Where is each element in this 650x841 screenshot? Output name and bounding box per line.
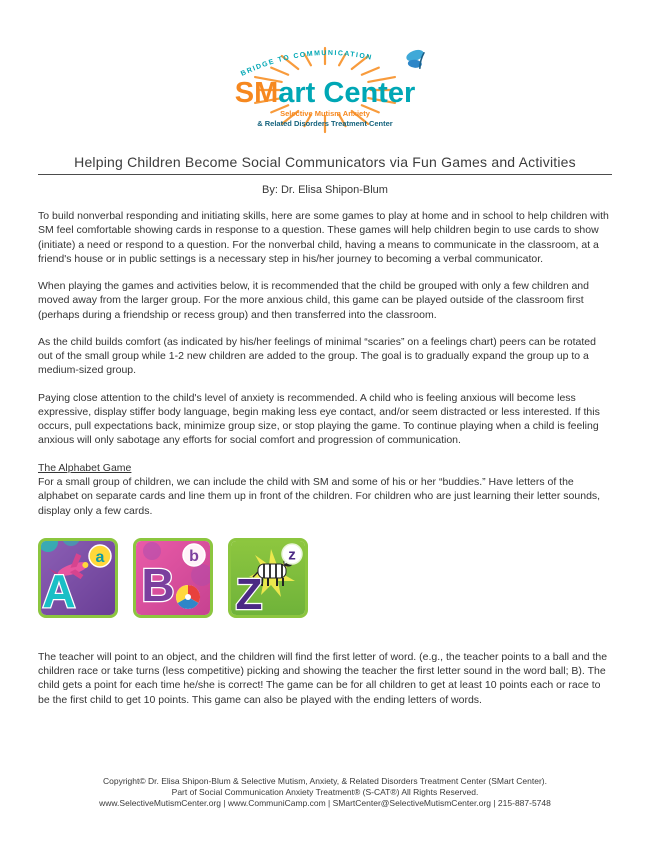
card-letter-upper: B: [141, 558, 175, 611]
logo-tagline-line1: Selective Mutism Anxiety: [280, 109, 370, 118]
footer-contact-line: www.SelectiveMutismCenter.org | www.CommuniCamp.com | SMartCenter@SelectiveMutismCenter.org | 215-887-5748: [99, 797, 551, 808]
logo-arc-text: BRIDGE TO COMMUNICATION: [239, 49, 374, 78]
document-title: Helping Children Become Social Communicators via Fun Games and Activities: [74, 154, 576, 170]
closing-paragraph: The teacher will point to an object, and the children will find the first letter of word. (e.g., the teacher points to a ball and the children race or take turns (less competitive) picking and showing the teacher the first letter sound in the word ball; B). The child gets a point for each time he/she is correct! The game can be for all children to get at least 10 points each or race to be the first child to get 10 points. This game can also be played with the ending letters of words.: [38, 650, 608, 706]
card-letter-lower: b: [189, 547, 199, 565]
body-paragraph-3: As the child builds comfort (as indicated by his/her feelings of minimal “scaries” on a feelings chart) peers can be rotated out of the small group while 1-2 new children are added to the group. The goal is to gradually expand the group up to a medium-sized group.: [38, 335, 596, 377]
card-letter-upper: A: [42, 564, 76, 615]
card-letter-lower: a: [95, 548, 105, 566]
alphabet-card-a: [38, 538, 118, 618]
butterfly-icon: [402, 44, 428, 71]
body-paragraph-1: To build nonverbal responding and initiating skills, here are some games to play at home and in school to help children with SM feel comfortable showing cards in response to a question. These games will help children begin to use cards to show (initiate) a need or respond to a question. For the nonverbal child, having a means to communicate in the classroom, at a friend's house or in public settings is a necessary step in his/her journey to becoming a verbal communicator.: [38, 210, 609, 265]
body-paragraph-4: Paying close attention to the child's level of anxiety is recommended. A child who is feeling anxious will become less expressive, display stiffer body language, begin making less eye contact, and/or seem distracted or less interested. If this occurs, pull expectations back, minimize group size, or stop playing the game. To continue playing when a child is feeling anxious will only sabotage any efforts for social comfort and progression of communication.: [38, 391, 600, 447]
alphabet-cards-row: [38, 538, 612, 618]
body-paragraph-2: When playing the games and activities below, it is recommended that the child be grouped with only a few children and moved away from the larger group. For the more anxious child, this game can be played outside of the classroom first (perhaps during a friendship or recess group) and then transferred into the classroom.: [38, 280, 589, 321]
section-intro-paragraph: For a small group of children, we can include the child with SM and some of his or her “buddies.” Have letters of the alphabet on separate cards and line them up in front of the children. For children who are just learning their letter sounds, display only a few cards.: [38, 475, 601, 517]
card-letter-lower: z: [288, 546, 296, 564]
alphabet-card-b: [133, 538, 213, 618]
logo-brand-text: SMart Center: [234, 77, 416, 109]
smart-center-logo: [38, 0, 612, 140]
ball-icon: [176, 585, 200, 609]
card-letter-upper: Z: [235, 569, 263, 615]
title-block: [38, 154, 612, 175]
footer: [38, 776, 612, 809]
footer-rights-line: Part of Social Communication Anxiety Treatment® (S-CAT®) All Rights Reserved.: [171, 786, 479, 797]
alphabet-card-z: [228, 538, 308, 618]
byline: By: Dr. Elisa Shipon-Blum: [262, 184, 388, 196]
section-heading-alphabet-game: The Alphabet Game: [38, 461, 132, 474]
footer-copyright-line: Copyright© Dr. Elisa Shipon-Blum & Selective Mutism, Anxiety, & Related Disorders Treatment Center (SMart Center).: [102, 775, 548, 786]
logo-tagline-line2: & Related Disorders Treatment Center: [257, 119, 393, 128]
